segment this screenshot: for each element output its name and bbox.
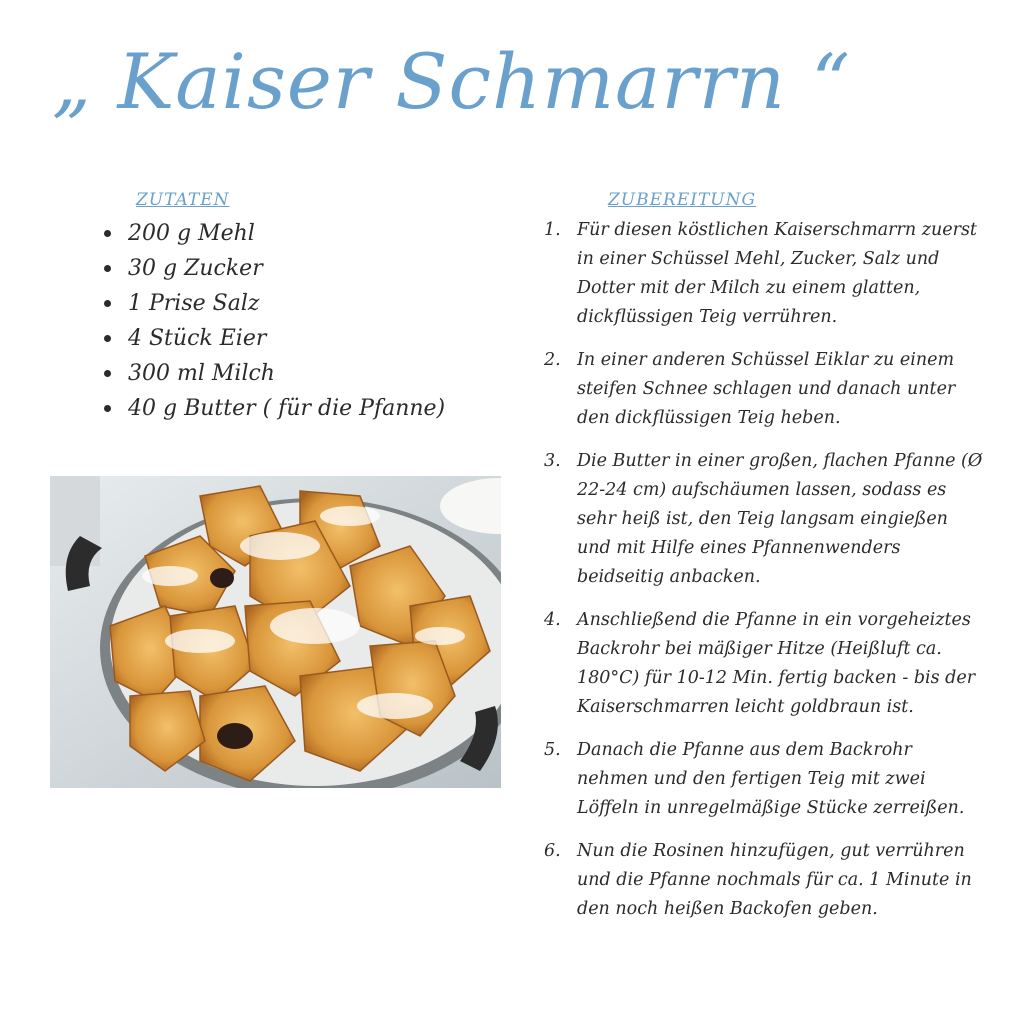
ingredients-list: [104, 216, 445, 426]
bullet-icon: [104, 230, 111, 237]
bullet-icon: [104, 300, 111, 307]
bullet-icon: [104, 370, 111, 377]
ingredient-text: 40 g Butter ( für die Pfanne): [128, 396, 446, 421]
step-number: 2.: [544, 350, 561, 370]
step-number: 5.: [544, 740, 561, 760]
ingredient-text: 4 Stück Eier: [128, 326, 267, 351]
ingredient-item: [104, 391, 445, 426]
step-number: 3.: [544, 451, 561, 471]
step-number: 1.: [544, 220, 561, 240]
step-item: [544, 736, 984, 823]
ingredient-item: [104, 216, 445, 251]
preparation-heading: ZUBEREITUNG: [608, 190, 757, 210]
step-text: Für diesen köstlichen Kaiserschmarrn zuerst in einer Schüssel Mehl, Zucker, Salz und Dotter mit der Milch zu einem glatten, dickflüssigen Teig verrühren.: [577, 220, 977, 327]
ingredient-text: 200 g Mehl: [128, 221, 255, 246]
ingredient-item: [104, 286, 445, 321]
bullet-icon: [104, 335, 111, 342]
step-text: Anschließend die Pfanne in ein vorgeheiztes Backrohr bei mäßiger Hitze (Heißluft ca. 180°C) für 10-12 Min. fertig backen - bis der Kaiserschmarren leicht goldbraun ist.: [577, 610, 976, 717]
page-title: „ Kaiser Schmarrn “: [52, 37, 851, 126]
step-item: [544, 216, 984, 332]
step-text: Danach die Pfanne aus dem Backrohr nehmen und den fertigen Teig mit zwei Löffeln in unregelmäßige Stücke zerreißen.: [577, 740, 965, 818]
ingredients-heading: ZUTATEN: [136, 190, 230, 210]
step-item: [544, 346, 984, 433]
ingredient-item: [104, 356, 445, 391]
ingredient-text: 1 Prise Salz: [128, 291, 260, 316]
step-number: 4.: [544, 610, 561, 630]
step-item: [544, 606, 984, 722]
kaiserschmarrn-pan-image: [50, 476, 501, 788]
step-item: [544, 447, 984, 592]
ingredient-text: 30 g Zucker: [128, 256, 263, 281]
bullet-icon: [104, 405, 111, 412]
step-number: 6.: [544, 841, 561, 861]
preparation-steps: [544, 216, 984, 938]
bullet-icon: [104, 265, 111, 272]
ingredient-item: [104, 251, 445, 286]
ingredient-text: 300 ml Milch: [128, 361, 275, 386]
ingredient-item: [104, 321, 445, 356]
dish-photo: [50, 476, 501, 788]
step-item: [544, 837, 984, 924]
step-text: In einer anderen Schüssel Eiklar zu einem steifen Schnee schlagen und danach unter den dickflüssigen Teig heben.: [577, 350, 956, 428]
step-text: Die Butter in einer großen, flachen Pfanne (Ø 22-24 cm) aufschäumen lassen, sodass es sehr heiß ist, den Teig langsam eingießen und mit Hilfe eines Pfannenwenders beidseitig anbacken.: [577, 451, 983, 587]
step-text: Nun die Rosinen hinzufügen, gut verrühren und die Pfanne nochmals für ca. 1 Minute in den noch heißen Backofen geben.: [577, 841, 972, 919]
